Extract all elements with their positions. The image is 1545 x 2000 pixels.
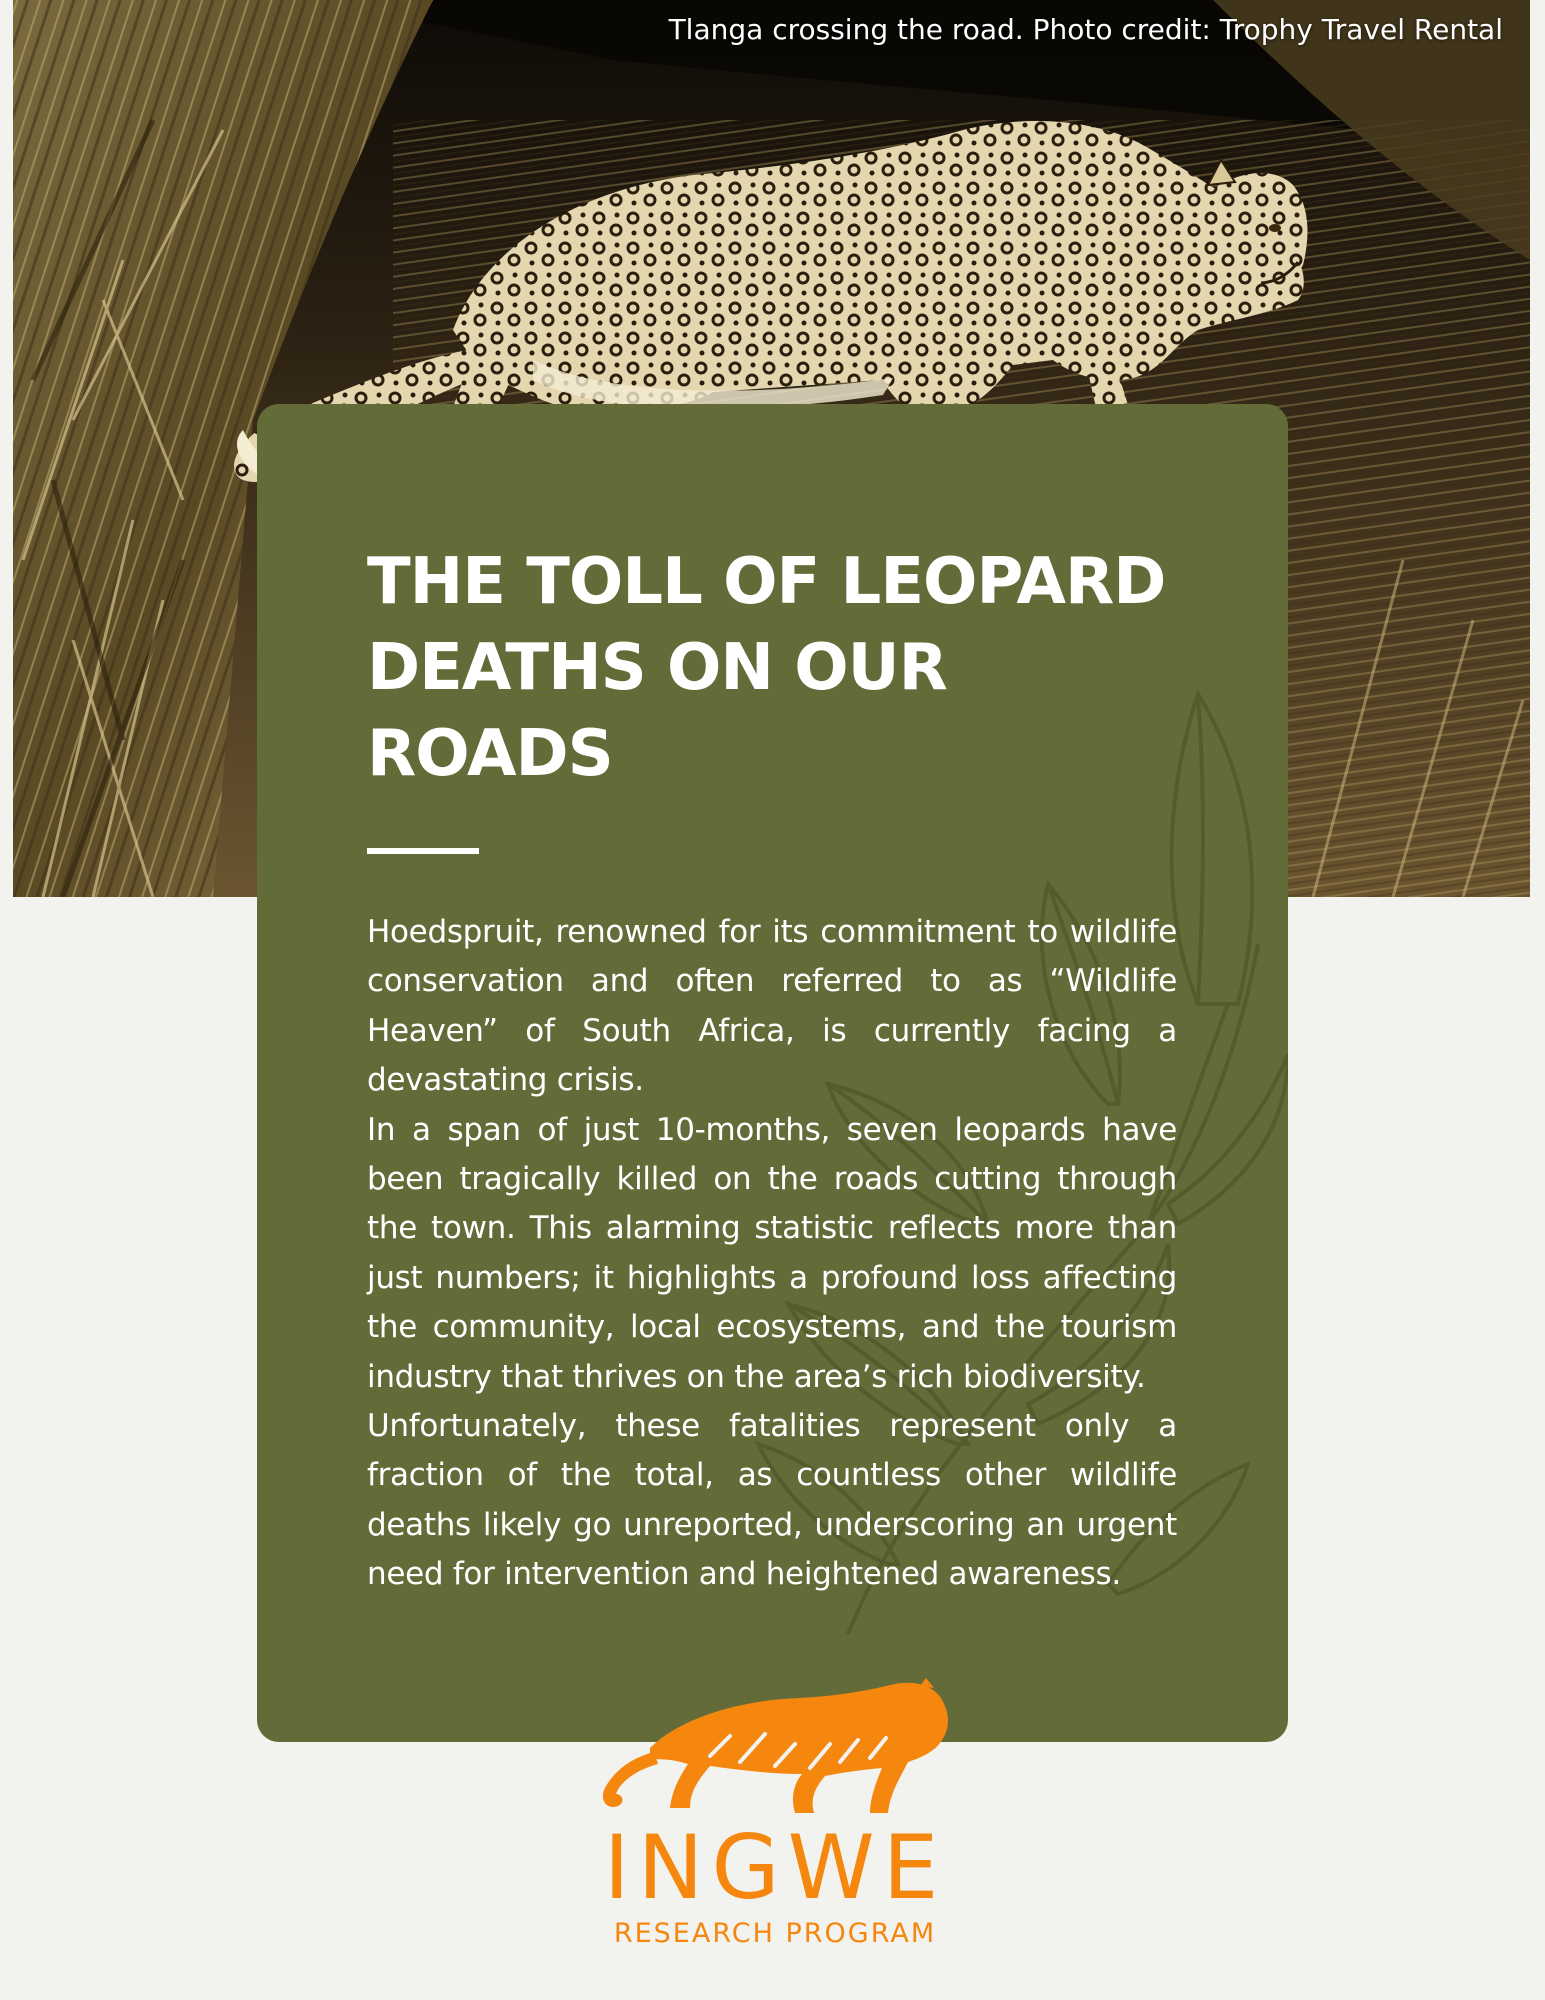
ingwe-logo: [590, 1678, 960, 1948]
article-paragraph: Unfortunately, these fatalities represent only a fraction of the total, as countless other wildlife deaths likely go unreported, underscoring an urgent need for intervention and heightened awareness.: [367, 1408, 1177, 1593]
photo-caption: Tlanga crossing the road. Photo credit: Trophy Travel Rental: [668, 13, 1503, 46]
logo-wordmark: INGWE: [603, 1816, 947, 1919]
article-paragraph: In a span of just 10-months, seven leopards have been tragically killed on the roads cutting through the town. This alarming statistic reflects more than just numbers; it highlights a profound loss affecting the community, local ecosystems, and the tourism industry that thrives on the area’s rich biodiversity.: [367, 1111, 1177, 1395]
article-title: THE TOLL OF LEOPARD DEATHS ON OUR ROADS: [367, 545, 1166, 791]
article-paragraph: Hoedspruit, renowned for its commitment to wildlife conservation and often referred to as “Wildlife Heaven” of South Africa, is currently facing a devastating crisis.: [367, 914, 1177, 1099]
article-body: [367, 908, 1177, 1600]
article-card: [257, 404, 1288, 1742]
leopard-silhouette-icon: [590, 1678, 960, 1828]
title-divider: [367, 848, 479, 854]
logo-subtitle: RESEARCH PROGRAM: [613, 1918, 937, 1949]
